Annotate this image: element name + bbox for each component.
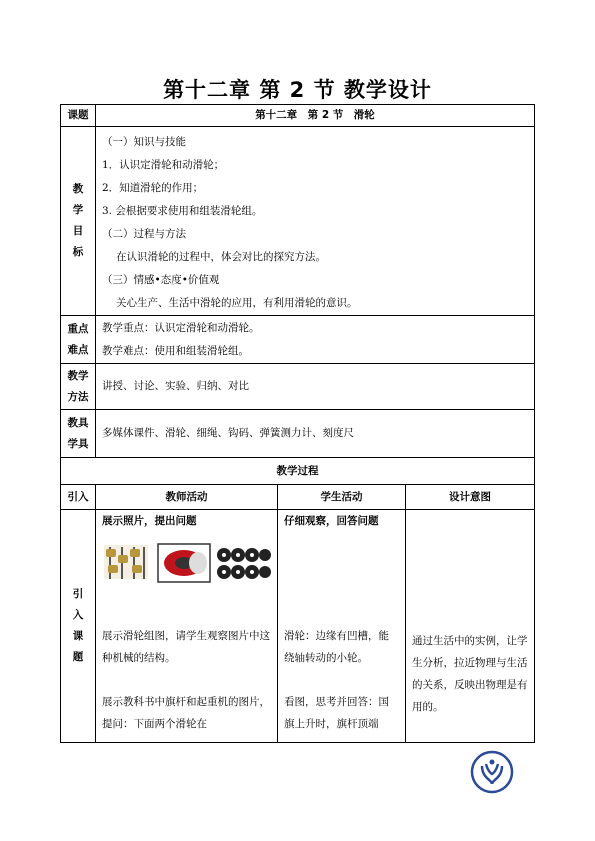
intro-stage-row	[61, 510, 535, 743]
objective-line: （三）情感•态度•价值观	[102, 274, 220, 286]
objective-line: 3. 会根据要求使用和组装滑轮组。	[102, 205, 263, 217]
methods-value: 讲授、讨论、实验、归纳、对比	[96, 364, 535, 410]
teacher-heading: 展示照片，提出问题	[102, 515, 197, 527]
pulley-block-icon	[104, 545, 148, 579]
tools-row	[61, 410, 535, 458]
pulley-block-illustration	[102, 541, 272, 585]
tools-value: 多媒体课件、滑轮、细绳、钩码、弹簧测力计、刻度尺	[96, 410, 535, 458]
student-activity-cell	[278, 510, 406, 743]
intro-stage-label: 引 入 课 题	[61, 510, 96, 743]
objective-line: 在认识滑轮的过程中，体会对比的探究方法。	[116, 251, 326, 263]
pulley-wheel-icon	[158, 544, 210, 582]
column-header-student: 学生活动	[278, 485, 406, 510]
objective-line: 1．认识定滑轮和动滑轮；	[102, 159, 225, 171]
teacher-paragraph-1: 展示滑轮组图，请学生观察图片中这种机械的结构。	[102, 629, 270, 664]
pulley-set-icon	[217, 548, 271, 579]
objectives-content	[96, 127, 535, 316]
column-header-stage: 引入	[61, 485, 96, 510]
student-paragraph-2: 看图，思考并回答：国旗上升时，旗杆顶端	[284, 695, 389, 730]
methods-label: 教学 方法	[61, 364, 96, 410]
lesson-plan-table	[60, 104, 535, 743]
objective-line: （一）知识与技能	[102, 136, 186, 148]
process-columns-row	[61, 485, 535, 510]
objective-line: 2．知道滑轮的作用；	[102, 182, 204, 194]
process-heading-row	[61, 458, 535, 485]
methods-row	[61, 364, 535, 410]
objective-line: 关心生产、生活中滑轮的应用，有利用滑轮的意识。	[116, 297, 358, 309]
course-value: 第十二章 第 2 节 滑轮	[96, 105, 535, 127]
focus-text: 教学重点：认识定滑轮和动滑轮。	[102, 321, 260, 334]
objective-line: （二）过程与方法	[102, 228, 186, 240]
process-heading: 教学过程	[61, 458, 535, 485]
student-paragraph-1: 滑轮：边缘有凹槽，能绕轴转动的小轮。	[284, 629, 389, 664]
objectives-row	[61, 127, 535, 316]
course-label: 课题	[61, 105, 96, 127]
key-points-content	[96, 316, 535, 364]
page-title: 第十二章 第 2 节 教学设计	[163, 78, 432, 102]
student-heading: 仔细观察，回答问题	[284, 515, 379, 527]
publisher-logo-icon	[470, 750, 514, 794]
column-header-teacher: 教师活动	[96, 485, 278, 510]
design-intent-cell	[406, 510, 535, 743]
pulley-images	[102, 541, 271, 585]
column-header-intent: 设计意图	[406, 485, 535, 510]
teacher-activity-cell	[96, 510, 278, 743]
tools-label: 教具 学具	[61, 410, 96, 458]
key-points-label: 重点 难点	[61, 316, 96, 364]
objectives-label: 教 学 目 标	[61, 127, 96, 316]
intent-paragraph-1: 通过生活中的实例，让学生分析，拉近物理与生活的关系，反映出物理是有用的。	[412, 635, 528, 713]
difficulty-text: 教学难点：使用和组装滑轮组。	[102, 344, 249, 357]
teacher-paragraph-2: 展示教科书中旗杆和起重机的图片，提问：下面两个滑轮在	[102, 695, 270, 730]
course-row	[61, 105, 535, 127]
key-points-row	[61, 316, 535, 364]
